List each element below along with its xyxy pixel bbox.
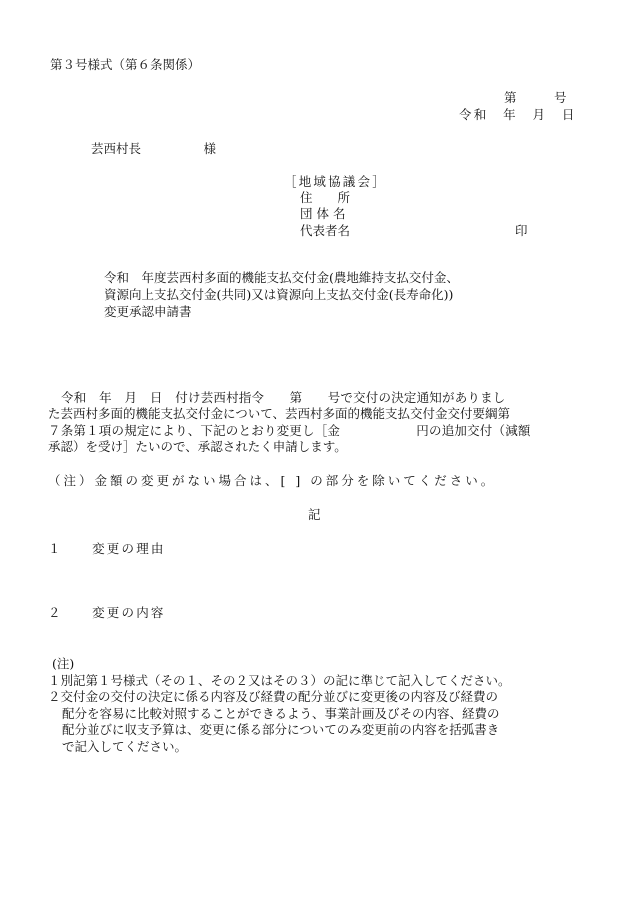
note-1: １別記第１号様式（その１、その２又はその３）の記に準じて記入してください。 (48, 673, 511, 688)
amount-note: （注）金額の変更がない場合は、[ ] の部分を除いてください。 (48, 473, 497, 488)
ki-heading: 記 (308, 507, 321, 522)
seal-mark: 印 (515, 223, 528, 238)
document-number: 第 号 (504, 90, 567, 105)
title-line-3: 変更承認申請書 (104, 304, 192, 319)
section-1-reason: １ 変更の理由 (48, 541, 166, 556)
note-2-cont-3: で記入してください。 (62, 739, 188, 754)
form-label: 第３号様式（第６条関係） (50, 57, 201, 72)
date-line: 令和 年 月 日 (459, 107, 577, 122)
note-2-cont-2: 配分並びに収支予算は、変更に係る部分についてのみ変更前の内容を括弧書き (62, 722, 500, 737)
applicant-org-type: ［地域協議会］ (284, 174, 387, 189)
note-2: ２交付金の交付の決定に係る内容及び経費の配分並びに変更後の内容及び経費の (48, 689, 499, 704)
section-2-content: ２ 変更の内容 (48, 605, 166, 620)
title-line-1: 令和 年度芸西村多面的機能支払交付金(農地維持支払交付金、 (104, 270, 459, 285)
note-2-cont-1: 配分を容易に比較対照することができるよう、事業計画及びその内容、経費の (62, 706, 500, 721)
applicant-group-name-label: 団 体 名 (300, 206, 346, 221)
applicant-address-label: 住 所 (300, 190, 351, 205)
title-line-2: 資源向上支払交付金(共同)又は資源向上支払交付金(長寿命化)) (104, 287, 454, 302)
body-line-3: ７条第１項の規定により、下記のとおり変更し［金 円の追加交付（減額 (48, 423, 531, 438)
body-line-1: 令和 年 月 日 付け芸西村指令 第 号で交付の決定通知がありまし (61, 390, 506, 405)
addressee: 芸西村長 様 (91, 141, 217, 156)
body-line-4: 承認）を受け］たいので、承認されたく申請します。 (48, 439, 347, 454)
body-line-2: た芸西村多面的機能支払交付金について、芸西村多面的機能支払交付金交付要綱第 (48, 406, 511, 421)
applicant-representative-label: 代表者名 (300, 223, 351, 238)
notes-header: (注) (52, 656, 75, 671)
